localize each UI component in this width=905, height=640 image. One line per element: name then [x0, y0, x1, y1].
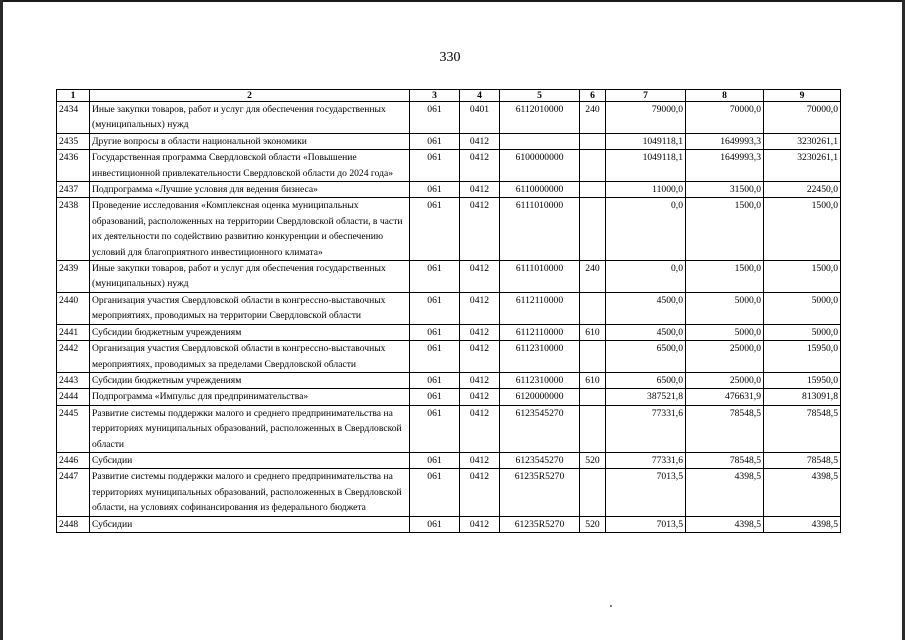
- row-ministry-code: 061: [410, 372, 460, 388]
- header-cell: 9: [764, 90, 841, 102]
- row-number: 2438: [57, 198, 90, 261]
- row-target-code: 6112110000: [500, 292, 580, 324]
- row-expense-type: 610: [580, 324, 606, 340]
- table-row: [57, 182, 841, 198]
- row-amount-col7: 4500,0: [606, 292, 686, 324]
- row-ministry-code: 061: [410, 324, 460, 340]
- table-row: [57, 102, 841, 134]
- row-ministry-code: 061: [410, 469, 460, 516]
- row-ministry-code: 061: [410, 150, 460, 182]
- row-amount-col7: 387521,8: [606, 389, 686, 405]
- row-name: Подпрограмма «Импульс для предпринимательства»: [90, 389, 410, 405]
- row-number: 2435: [57, 133, 90, 149]
- header-cell: 5: [500, 90, 580, 102]
- row-amount-col8: 4398,5: [686, 469, 764, 516]
- row-section-code: 0412: [460, 150, 500, 182]
- row-amount-col8: 78548,5: [686, 452, 764, 468]
- header-cell: 3: [410, 90, 460, 102]
- row-number: 2446: [57, 452, 90, 468]
- page-number: 330: [439, 50, 461, 65]
- row-amount-col9: 78548,5: [764, 452, 841, 468]
- row-section-code: 0412: [460, 452, 500, 468]
- row-target-code: 6100000000: [500, 150, 580, 182]
- row-expense-type: 520: [580, 516, 606, 532]
- row-name: Субсидии бюджетным учреждениям: [90, 324, 410, 340]
- row-name: Иные закупки товаров, работ и услуг для обеспечения государственных (муниципальных) нужд: [90, 102, 410, 134]
- row-name: Субсидии бюджетным учреждениям: [90, 372, 410, 388]
- row-number: 2437: [57, 182, 90, 198]
- table-row: [57, 292, 841, 324]
- row-target-code: 6110000000: [500, 182, 580, 198]
- table-row: [57, 150, 841, 182]
- table-row: [57, 372, 841, 388]
- row-amount-col8: 1500,0: [686, 261, 764, 293]
- row-ministry-code: 061: [410, 452, 460, 468]
- row-amount-col8: 78548,5: [686, 405, 764, 452]
- row-name: Подпрограмма «Лучшие условия для ведения бизнеса»: [90, 182, 410, 198]
- table-row: [57, 341, 841, 373]
- row-number: 2439: [57, 261, 90, 293]
- row-target-code: 61235R5270: [500, 516, 580, 532]
- row-amount-col9: 5000,0: [764, 292, 841, 324]
- row-amount-col9: 5000,0: [764, 324, 841, 340]
- row-amount-col7: 7013,5: [606, 516, 686, 532]
- row-section-code: 0412: [460, 292, 500, 324]
- row-amount-col8: 25000,0: [686, 372, 764, 388]
- row-expense-type: [580, 150, 606, 182]
- row-target-code: 6120000000: [500, 389, 580, 405]
- row-section-code: 0412: [460, 341, 500, 373]
- row-amount-col8: 4398,5: [686, 516, 764, 532]
- table-row: [57, 469, 841, 516]
- row-amount-col9: 78548,5: [764, 405, 841, 452]
- row-section-code: 0412: [460, 324, 500, 340]
- row-amount-col9: 70000,0: [764, 102, 841, 134]
- header-cell: 8: [686, 90, 764, 102]
- row-number: 2434: [57, 102, 90, 134]
- row-amount-col9: 22450,0: [764, 182, 841, 198]
- table-row: [57, 452, 841, 468]
- row-section-code: 0412: [460, 372, 500, 388]
- row-number: 2443: [57, 372, 90, 388]
- row-target-code: [500, 133, 580, 149]
- row-name: Проведение исследования «Комплексная оценка муниципальных образований, расположенных на территории Свердловской области, в части их деятельности по содействию развитию конкуренции и обеспечению условий для благоприятного инвестиционного климата»: [90, 198, 410, 261]
- row-name: Развитие системы поддержки малого и среднего предпринимательства на территориях муниципальных образований, расположенных в Свердловской области: [90, 405, 410, 452]
- row-expense-type: [580, 198, 606, 261]
- row-expense-type: 240: [580, 261, 606, 293]
- row-section-code: 0412: [460, 133, 500, 149]
- row-expense-type: 240: [580, 102, 606, 134]
- row-section-code: 0412: [460, 198, 500, 261]
- table-row: [57, 405, 841, 452]
- row-ministry-code: 061: [410, 341, 460, 373]
- row-amount-col8: 1649993,3: [686, 150, 764, 182]
- row-amount-col9: 3230261,1: [764, 150, 841, 182]
- row-target-code: 6123545270: [500, 452, 580, 468]
- row-number: 2447: [57, 469, 90, 516]
- row-amount-col9: 1500,0: [764, 198, 841, 261]
- row-target-code: 6112310000: [500, 341, 580, 373]
- row-amount-col9: 1500,0: [764, 261, 841, 293]
- scan-edge-top: [0, 0, 905, 2]
- row-amount-col7: 1049118,1: [606, 150, 686, 182]
- row-number: 2448: [57, 516, 90, 532]
- row-target-code: 6111010000: [500, 198, 580, 261]
- row-expense-type: [580, 469, 606, 516]
- row-ministry-code: 061: [410, 198, 460, 261]
- row-section-code: 0412: [460, 182, 500, 198]
- row-expense-type: 610: [580, 372, 606, 388]
- row-name: Иные закупки товаров, работ и услуг для обеспечения государственных (муниципальных) нужд: [90, 261, 410, 293]
- row-name: Организация участия Свердловской области в конгрессно-выставочных мероприятиях, проводимых на территории Свердловской области: [90, 292, 410, 324]
- row-target-code: 6123545270: [500, 405, 580, 452]
- header-cell: 4: [460, 90, 500, 102]
- row-amount-col7: 7013,5: [606, 469, 686, 516]
- row-name: Субсидии: [90, 452, 410, 468]
- row-expense-type: [580, 292, 606, 324]
- header-cell: 2: [90, 90, 410, 102]
- row-section-code: 0412: [460, 389, 500, 405]
- header-cell: 1: [57, 90, 90, 102]
- row-amount-col8: 1500,0: [686, 198, 764, 261]
- row-amount-col7: 0,0: [606, 198, 686, 261]
- row-amount-col7: 0,0: [606, 261, 686, 293]
- table-row: [57, 516, 841, 532]
- table-row: [57, 324, 841, 340]
- row-amount-col8: 1649993,3: [686, 133, 764, 149]
- row-number: 2445: [57, 405, 90, 452]
- row-target-code: 6112010000: [500, 102, 580, 134]
- scan-edge-left: [0, 0, 3, 640]
- row-name: Другие вопросы в области национальной экономики: [90, 133, 410, 149]
- row-target-code: 6112110000: [500, 324, 580, 340]
- row-expense-type: [580, 389, 606, 405]
- row-section-code: 0401: [460, 102, 500, 134]
- row-ministry-code: 061: [410, 292, 460, 324]
- row-section-code: 0412: [460, 516, 500, 532]
- table-row: [57, 261, 841, 293]
- row-amount-col7: 4500,0: [606, 324, 686, 340]
- row-amount-col8: 70000,0: [686, 102, 764, 134]
- scan-speck: [610, 605, 612, 607]
- row-amount-col9: 4398,5: [764, 469, 841, 516]
- row-target-code: 6111010000: [500, 261, 580, 293]
- header-cell: 6: [580, 90, 606, 102]
- row-amount-col9: 15950,0: [764, 372, 841, 388]
- row-number: 2444: [57, 389, 90, 405]
- row-name: Государственная программа Свердловской области «Повышение инвестиционной привлекательности Свердловской области до 2024 года»: [90, 150, 410, 182]
- row-expense-type: [580, 133, 606, 149]
- row-expense-type: [580, 182, 606, 198]
- row-amount-col8: 476631,9: [686, 389, 764, 405]
- table-row: [57, 133, 841, 149]
- row-ministry-code: 061: [410, 182, 460, 198]
- row-number: 2436: [57, 150, 90, 182]
- row-ministry-code: 061: [410, 261, 460, 293]
- row-section-code: 0412: [460, 405, 500, 452]
- row-amount-col7: 1049118,1: [606, 133, 686, 149]
- row-ministry-code: 061: [410, 389, 460, 405]
- row-name: Развитие системы поддержки малого и среднего предпринимательства на территориях муниципальных образований, расположенных в Свердловской области, на условиях софинансирования из федерального бюджета: [90, 469, 410, 516]
- row-expense-type: [580, 405, 606, 452]
- row-amount-col8: 31500,0: [686, 182, 764, 198]
- table-row: [57, 389, 841, 405]
- row-name: Субсидии: [90, 516, 410, 532]
- row-expense-type: [580, 341, 606, 373]
- row-amount-col7: 6500,0: [606, 341, 686, 373]
- row-amount-col8: 25000,0: [686, 341, 764, 373]
- row-number: 2440: [57, 292, 90, 324]
- row-ministry-code: 061: [410, 102, 460, 134]
- row-ministry-code: 061: [410, 133, 460, 149]
- row-amount-col7: 6500,0: [606, 372, 686, 388]
- row-amount-col9: 15950,0: [764, 341, 841, 373]
- row-name: Организация участия Свердловской области в конгрессно-выставочных мероприятиях, проводимых за пределами Свердловской области: [90, 341, 410, 373]
- row-amount-col7: 11000,0: [606, 182, 686, 198]
- row-amount-col9: 813091,8: [764, 389, 841, 405]
- budget-table: [56, 89, 841, 533]
- row-amount-col7: 77331,6: [606, 405, 686, 452]
- row-amount-col9: 4398,5: [764, 516, 841, 532]
- row-amount-col8: 5000,0: [686, 292, 764, 324]
- row-ministry-code: 061: [410, 405, 460, 452]
- row-amount-col7: 77331,6: [606, 452, 686, 468]
- header-cell: 7: [606, 90, 686, 102]
- row-ministry-code: 061: [410, 516, 460, 532]
- table-header-row: [57, 90, 841, 102]
- row-expense-type: 520: [580, 452, 606, 468]
- row-amount-col7: 79000,0: [606, 102, 686, 134]
- row-section-code: 0412: [460, 261, 500, 293]
- row-target-code: 61235R5270: [500, 469, 580, 516]
- table-row: [57, 198, 841, 261]
- row-section-code: 0412: [460, 469, 500, 516]
- row-number: 2442: [57, 341, 90, 373]
- row-target-code: 6112310000: [500, 372, 580, 388]
- row-number: 2441: [57, 324, 90, 340]
- row-amount-col9: 3230261,1: [764, 133, 841, 149]
- row-amount-col8: 5000,0: [686, 324, 764, 340]
